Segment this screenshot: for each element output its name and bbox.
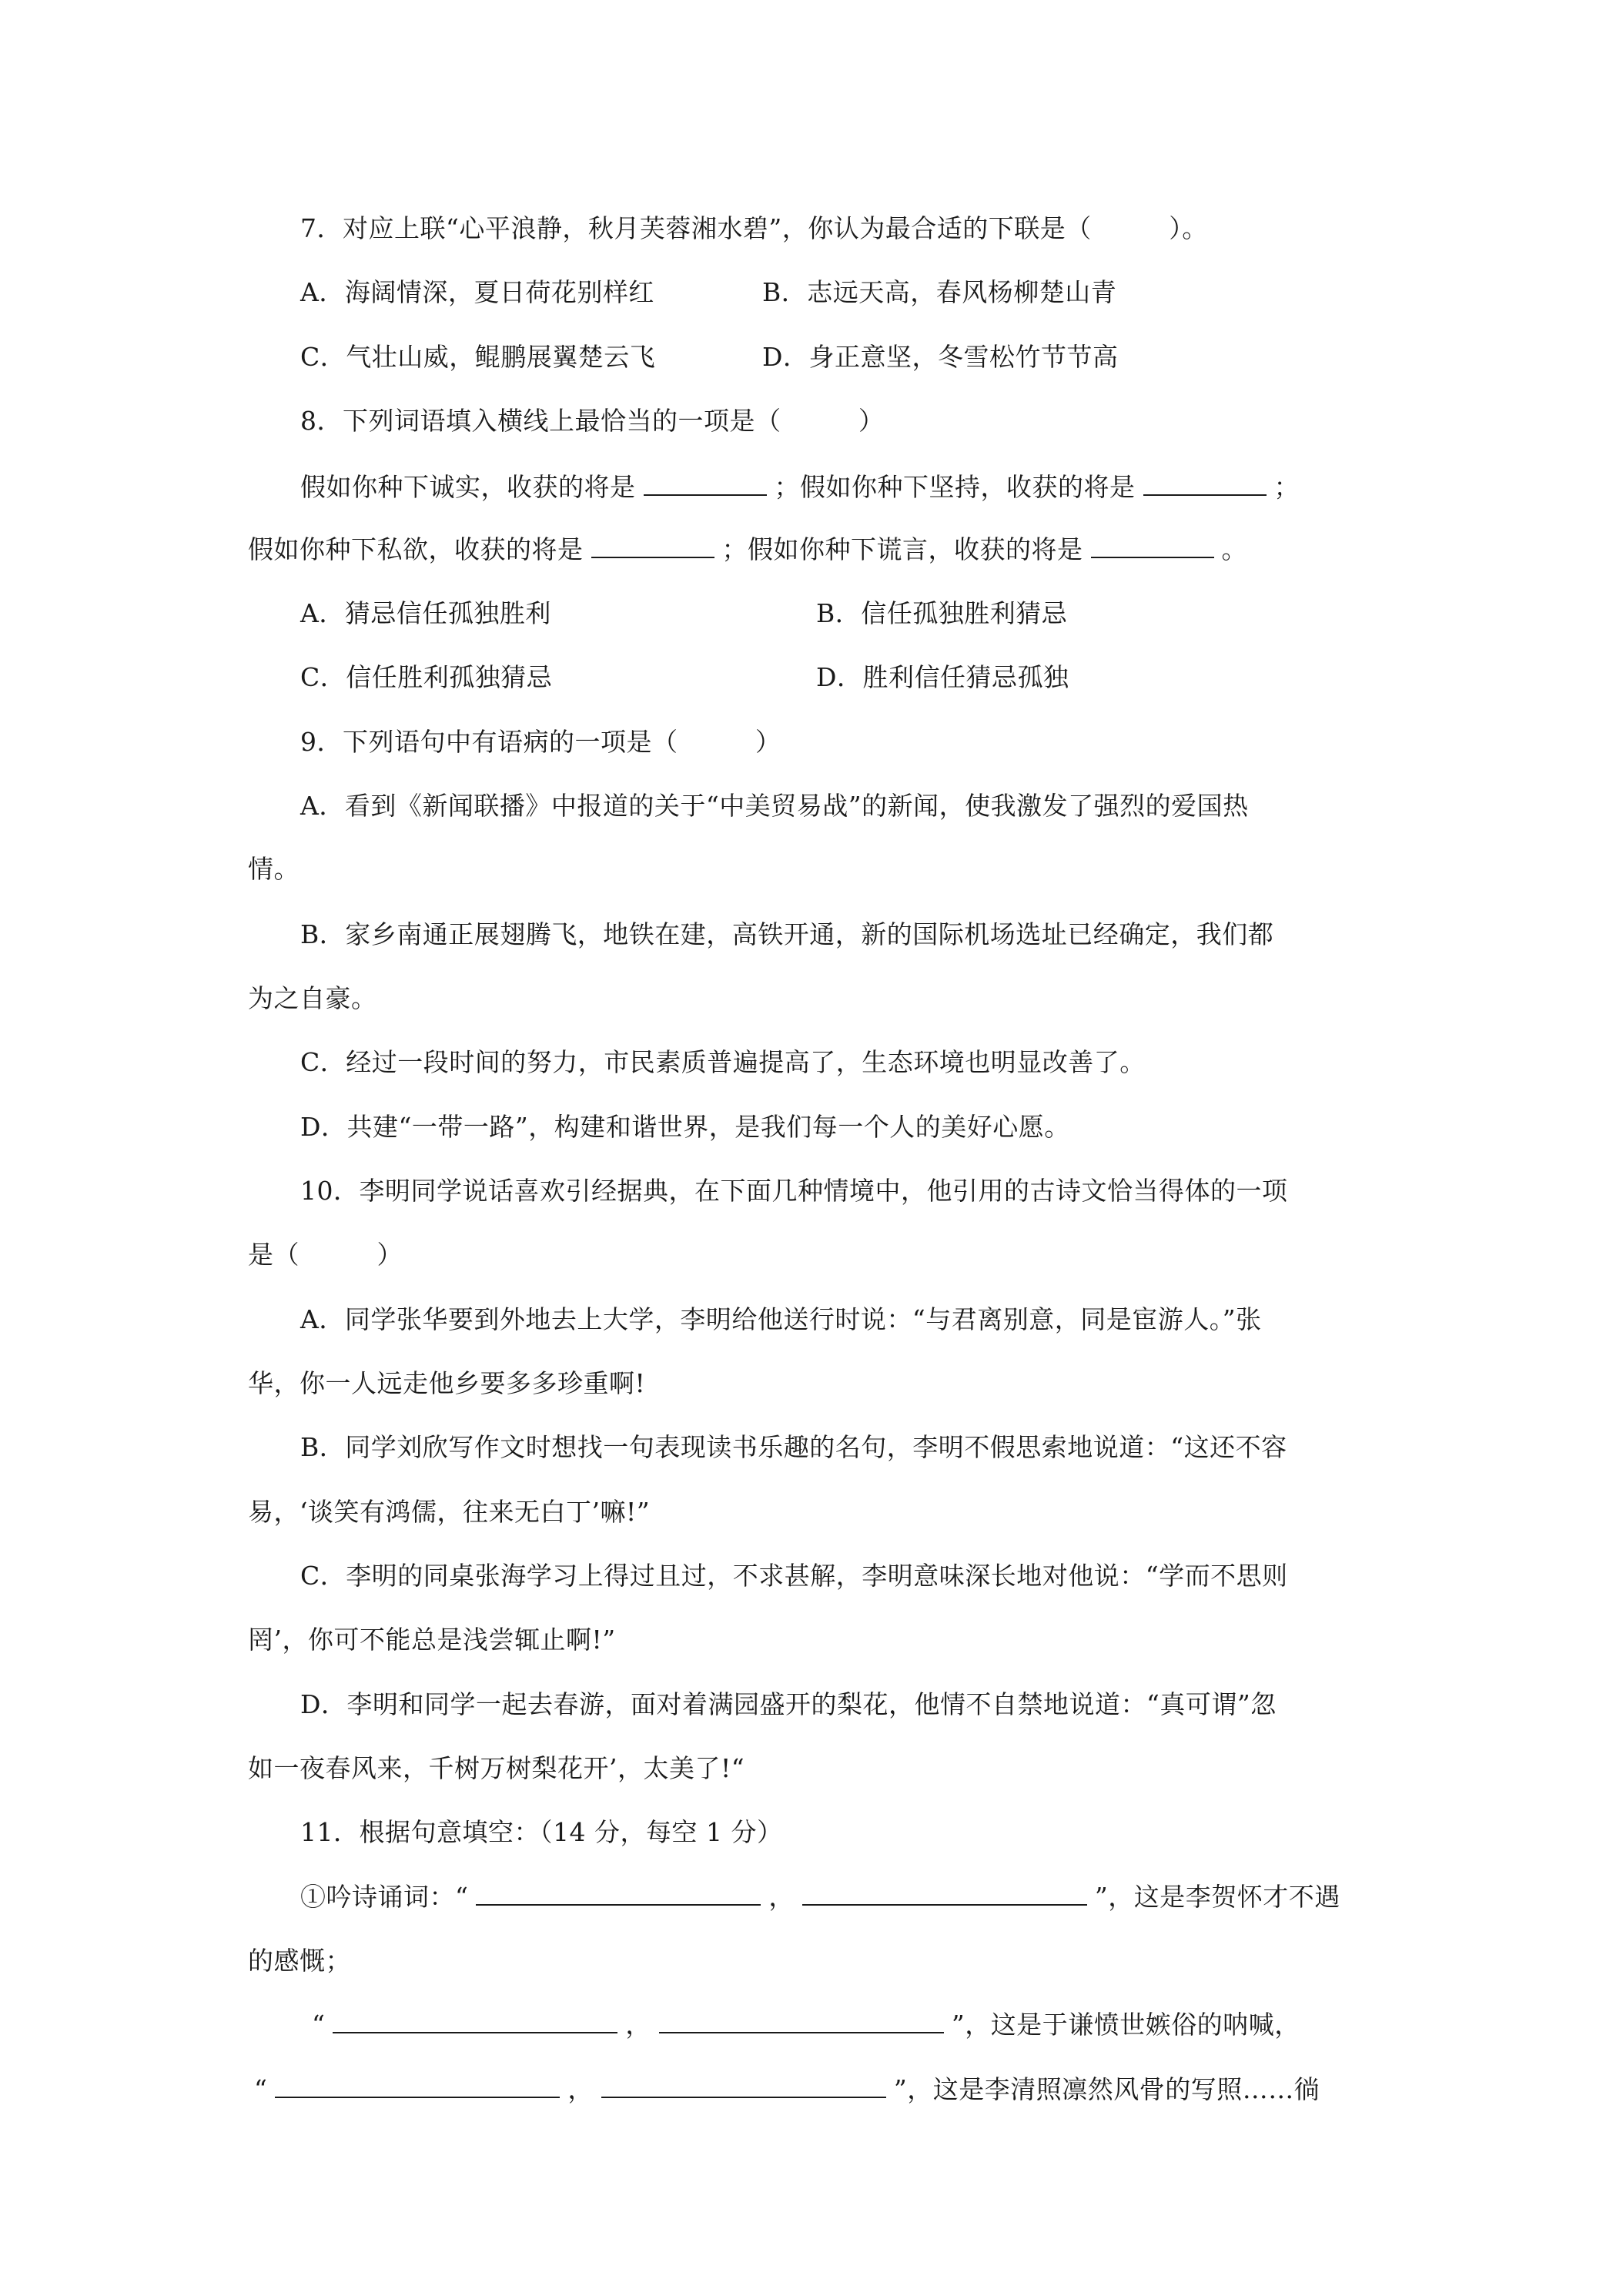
- q8-p1-part1: 假如你种下诚实，收获的将是: [300, 472, 636, 502]
- q9-option-a-line-1: A．看到《新闻联播》中报道的关于“中美贸易战”的新闻，使我激发了强烈的爱国热: [300, 791, 1249, 821]
- q11-fill-line-1: [300, 1881, 1387, 1913]
- q11-blank-4: [659, 2009, 944, 2033]
- q9-stem: 9．下列语句中有语病的一项是（ ）: [300, 727, 781, 757]
- q8-option-c: C．信任胜利孤独猜忌: [300, 662, 553, 692]
- q10-stem-line-2: 是（ ）: [248, 1240, 403, 1270]
- q11-l4-part3: ”，这是李清照凛然风骨的写照……徜: [893, 2074, 1320, 2104]
- q11-fill-line-4: [254, 2073, 1394, 2106]
- q8-option-d: D．胜利信任猜忌孤独: [816, 662, 1069, 692]
- q11-blank-3: [333, 2009, 617, 2033]
- q11-blank-6: [601, 2073, 886, 2098]
- q8-options-ab: [300, 597, 1387, 630]
- q8-p1-part3: ；: [1273, 472, 1300, 502]
- q8-option-a: A．猜忌信任孤独胜利: [300, 598, 551, 628]
- q9-option-c: C．经过一段时间的努力，市民素质普遍提高了，生态环境也明显改善了。: [300, 1047, 1146, 1077]
- q7-option-a: A．海阔情深，夏日荷花别样红: [300, 277, 654, 307]
- q11-blank-2: [802, 1881, 1087, 1906]
- q9-option-a-line-2: 情。: [248, 854, 300, 884]
- q10-option-d-line-1: D．李明和同学一起去春游，面对着满园盛开的梨花，他情不自禁地说道：“真可谓”忽: [300, 1689, 1277, 1719]
- q11-l3-part1: “: [312, 2010, 326, 2040]
- q8-passage-line-2: [248, 534, 1387, 566]
- q11-stem: 11．根据句意填空：（14 分，每空 1 分）: [300, 1817, 783, 1847]
- q10-stem-line-1: 10．李明同学说话喜欢引经据典，在下面几种情境中，他引用的古诗文恰当得体的一项: [300, 1176, 1288, 1206]
- q10-option-b-line-2: 易，‘谈笑有鸿儒，往来无白丁’嘛!”: [248, 1497, 651, 1527]
- q11-blank-1: [476, 1881, 761, 1906]
- q8-option-b: B．信任孤独胜利猜忌: [816, 598, 1068, 628]
- q11-l4-part2: ，: [567, 2074, 594, 2104]
- q11-blank-5: [275, 2073, 560, 2098]
- q7-options-ab: [300, 276, 1387, 309]
- q10-option-b-line-1: B．同学刘欣写作文时想找一句表现读书乐趣的名句，李明不假思索地说道：“这还不容: [300, 1432, 1287, 1462]
- q7-option-b: B．志远天高，春风杨柳楚山青: [762, 277, 1117, 307]
- q10-option-c-line-2: 罔’，你可不能总是浅尝辄止啊!”: [248, 1625, 616, 1655]
- q11-l1-part3: ”，这是李贺怀才不遇: [1094, 1882, 1340, 1912]
- q8-options-cd: [300, 661, 1387, 694]
- q7-option-d: D．身正意坚，冬雪松竹节节高: [762, 342, 1119, 372]
- q8-blank-4: [1091, 534, 1214, 558]
- q11-fill-line-2: 的感慨；: [248, 1946, 351, 1976]
- q8-p2-part1: 假如你种下私欲，收获的将是: [248, 534, 584, 564]
- q11-l4-part1: “: [254, 2074, 268, 2104]
- q8-blank-1: [644, 471, 767, 496]
- q7-option-c: C．气壮山威，鲲鹏展翼楚云飞: [300, 342, 656, 372]
- q11-l1-part2: ，: [768, 1882, 795, 1912]
- q8-p1-part2: ；假如你种下坚持，收获的将是: [774, 472, 1136, 502]
- q9-option-d: D．共建“一带一路”，构建和谐世界，是我们每一个人的美好心愿。: [300, 1112, 1070, 1142]
- q10-option-c-line-1: C．李明的同桌张海学习上得过且过，不求甚解，李明意味深长地对他说：“学而不思则: [300, 1561, 1288, 1591]
- q11-l3-part3: ”，这是于谦愤世嫉俗的呐喊，: [951, 2010, 1300, 2040]
- q7-options-cd: [300, 341, 1387, 373]
- q10-option-a-line-1: A．同学张华要到外地去上大学，李明给他送行时说：“与君离别意，同是宦游人。”张: [300, 1304, 1262, 1334]
- q8-blank-2: [1143, 471, 1267, 496]
- q11-l3-part2: ，: [625, 2010, 651, 2040]
- q11-l1-part1: ①吟诗诵词：“: [300, 1882, 469, 1912]
- q8-p2-part2: ；假如你种下谎言，收获的将是: [721, 534, 1083, 564]
- q8-stem: 8．下列词语填入横线上最恰当的一项是（ ）: [300, 406, 885, 436]
- q8-blank-3: [591, 534, 714, 558]
- q8-p2-part3: 。: [1221, 534, 1247, 564]
- q7-stem: 7．对应上联“心平浪静，秋月芙蓉湘水碧”，你认为最合适的下联是（ ）。: [300, 213, 1208, 243]
- q9-option-b-line-1: B．家乡南通正展翅腾飞，地铁在建，高铁开通，新的国际机场选址已经确定，我们都: [300, 919, 1274, 949]
- q8-passage-line-1: [300, 471, 1387, 504]
- q9-option-b-line-2: 为之自豪。: [248, 983, 377, 1013]
- q11-fill-line-3: [312, 2009, 1451, 2041]
- q10-option-a-line-2: 华，你一人远走他乡要多多珍重啊!: [248, 1368, 646, 1398]
- q10-option-d-line-2: 如一夜春风来，千树万树梨花开’，太美了!“: [248, 1753, 745, 1783]
